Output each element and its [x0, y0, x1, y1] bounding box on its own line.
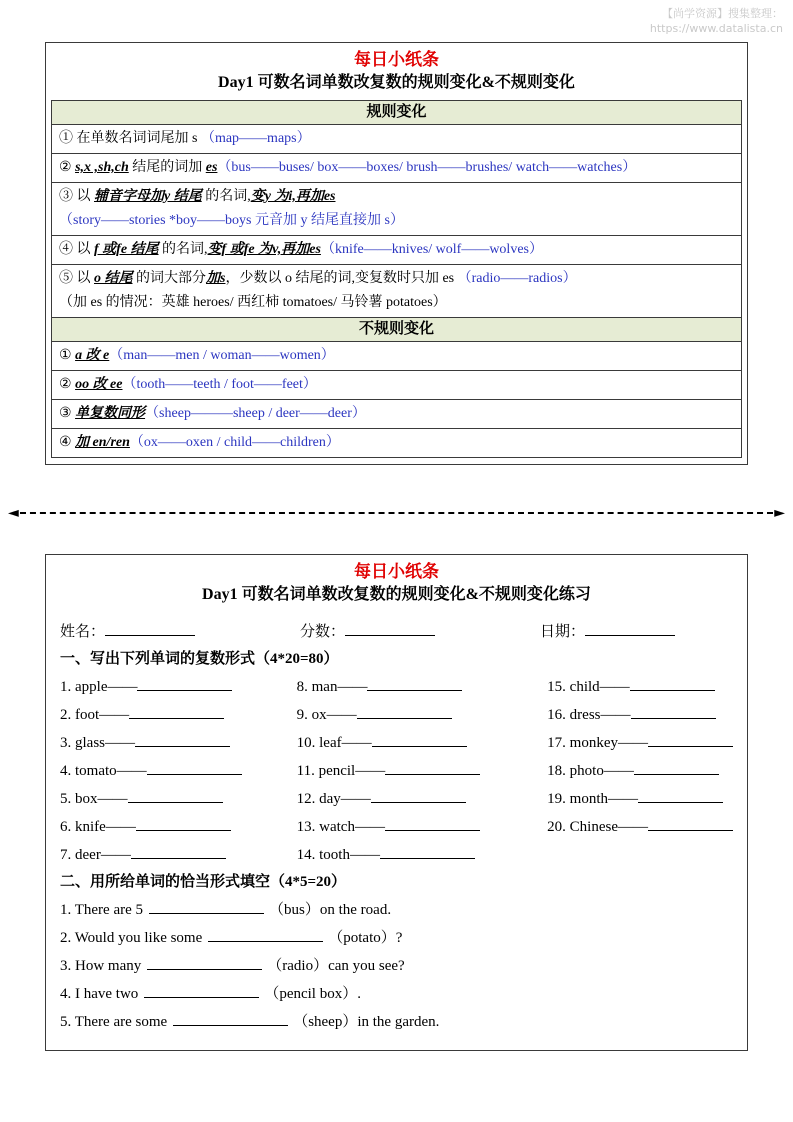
- answer-blank-line: [135, 733, 230, 747]
- example-segment: （radio——radios）: [457, 271, 577, 286]
- text-segment: ⑤ 以: [59, 271, 94, 286]
- score-blank-line: [345, 622, 435, 636]
- date-field: [540, 621, 675, 643]
- fill-blank-list: [60, 896, 733, 1036]
- rule-line: [59, 158, 734, 178]
- answer-blank-line: [147, 761, 242, 775]
- exercise-body: [46, 612, 747, 1050]
- regular-rule-1: [52, 125, 741, 154]
- emphasis-segment: 单复数同形: [75, 406, 146, 421]
- word-label: 19. month: [547, 791, 609, 807]
- word-dash: ——: [326, 707, 357, 723]
- name-blank-line: [105, 622, 195, 636]
- plural-word-item: [60, 701, 297, 729]
- word-dash: ——: [105, 819, 136, 835]
- answer-blank-line: [128, 789, 223, 803]
- score-field: [300, 621, 540, 643]
- word-dash: ——: [97, 791, 128, 807]
- rule-line: [59, 433, 734, 453]
- date-label: 日期：: [540, 624, 586, 640]
- rule-line: [59, 211, 734, 231]
- answer-blank-line: [634, 761, 719, 775]
- word-label: 5. box: [60, 791, 98, 807]
- word-dash: ——: [599, 679, 630, 695]
- word-dash: ——: [600, 707, 631, 723]
- sentence-start: 3. How many: [60, 958, 142, 974]
- name-label: 姓名：: [60, 624, 106, 640]
- plural-word-item: [297, 813, 548, 841]
- word-dash: ——: [354, 819, 385, 835]
- regular-rule-2: [52, 154, 741, 183]
- word-dash: ——: [340, 791, 371, 807]
- irregular-rule-2: [52, 371, 741, 400]
- sentence-end: （bus）on the road.: [269, 902, 392, 918]
- plural-word-item: [547, 757, 733, 785]
- name-field: [60, 621, 300, 643]
- word-dash: ——: [99, 707, 130, 723]
- exercise-card-title: 每日小纸条: [354, 562, 439, 581]
- word-label: 18. photo: [547, 763, 604, 779]
- plural-word-item: [60, 673, 297, 701]
- rule-line: [59, 375, 734, 395]
- emphasis-segment: 变f 或fe 为v,再加es: [207, 242, 321, 257]
- emphasis-segment: o 结尾: [94, 271, 133, 286]
- rules-card-subtitle: Day1 可数名词单数改复数的规则变化&不规则变化: [218, 74, 575, 91]
- word-dash: ——: [618, 819, 648, 835]
- cut-line-dashes: [20, 512, 773, 514]
- answer-blank-line: [385, 817, 480, 831]
- text-segment: ①: [59, 348, 76, 363]
- text-segment: ① 在单数名词词尾加 s: [59, 131, 201, 146]
- answer-blank-line: [380, 845, 475, 859]
- regular-rule-4: [52, 236, 741, 265]
- answer-blank-line: [638, 789, 723, 803]
- score-label: 分数：: [300, 624, 346, 640]
- word-label: 4. tomato: [60, 763, 117, 779]
- fill-blank-item: [60, 980, 733, 1008]
- irregular-rules-header: 不规则变化: [52, 318, 741, 342]
- sentence-end: （potato）?: [328, 930, 403, 946]
- sentence-start: 4. I have two: [60, 986, 139, 1002]
- plural-word-item: [60, 785, 297, 813]
- word-label: 2. foot: [60, 707, 100, 723]
- word-label: 3. glass: [60, 735, 105, 751]
- word-label: 9. ox: [296, 707, 327, 723]
- plural-word-item: [547, 729, 733, 757]
- text-segment: （加 es 的情况：英雄 heroes/ 西红柿 tomatoes/ 马铃薯 potatoes）: [59, 295, 447, 310]
- word-dash: ——: [355, 763, 386, 779]
- word-dash: ——: [100, 847, 131, 863]
- rules-card: [45, 42, 748, 465]
- word-dash: ——: [603, 763, 634, 779]
- answer-blank-line: [147, 956, 262, 970]
- word-dash: ——: [608, 791, 639, 807]
- emphasis-segment: a 改 e: [75, 348, 110, 363]
- rule-line: [59, 269, 734, 289]
- emphasis-segment: 变y 为i,再加es: [250, 189, 336, 204]
- watermark-line2: https://www.datalista.cn: [649, 22, 783, 35]
- rules-card-title: 每日小纸条: [354, 50, 439, 69]
- example-segment: （story——stories *boy——boys 元音加 y 结尾直接加 s）: [59, 213, 404, 228]
- answer-blank-line: [371, 789, 466, 803]
- word-dash: ——: [349, 847, 380, 863]
- emphasis-segment: 辅音字母加y 结尾: [94, 189, 202, 204]
- emphasis-segment: 加s: [206, 271, 226, 286]
- regular-rule-5: [52, 265, 741, 318]
- plural-words-grid: [60, 673, 733, 869]
- plural-word-item: [60, 841, 297, 869]
- cut-line-divider: [8, 506, 785, 520]
- plural-word-item: [60, 729, 297, 757]
- sentence-end: （radio）can you see?: [267, 958, 405, 974]
- plural-word-item: [60, 757, 297, 785]
- exercise-card: [45, 554, 748, 1051]
- rule-line: [59, 129, 734, 149]
- example-segment: （bus——buses/ box——boxes/ brush——brushes/ watch——watches）: [217, 160, 637, 175]
- word-label: 15. child: [547, 679, 600, 695]
- plural-word-item: [547, 813, 733, 841]
- fill-blank-item: [60, 1008, 733, 1036]
- answer-blank-line: [372, 733, 467, 747]
- sentence-start: 5. There are some: [60, 1014, 168, 1030]
- plural-word-item: [297, 701, 548, 729]
- plural-word-item: [297, 757, 548, 785]
- example-segment: （sheep———sheep / deer——deer）: [145, 406, 366, 421]
- date-blank-line: [585, 622, 675, 636]
- example-segment: （tooth——teeth / foot——feet）: [122, 377, 317, 392]
- plural-word-item: [60, 813, 297, 841]
- word-label: 10. leaf: [296, 735, 342, 751]
- fill-blank-item: [60, 924, 733, 952]
- word-label: 20. Chinese: [547, 819, 618, 835]
- word-dash: ——: [105, 735, 135, 751]
- fill-blank-item: [60, 896, 733, 924]
- word-label: 14. tooth: [296, 847, 350, 863]
- sentence-end: （pencil box）.: [264, 986, 361, 1002]
- text-segment: ④: [59, 435, 76, 450]
- word-dash: ——: [341, 735, 372, 751]
- emphasis-segment: f 或fe 结尾: [94, 242, 159, 257]
- plural-word-item: [547, 701, 733, 729]
- emphasis-segment: es: [205, 160, 218, 175]
- word-label: 17. monkey: [547, 735, 618, 751]
- answer-blank-line: [385, 761, 480, 775]
- exercise-card-subtitle: Day1 可数名词单数改复数的规则变化&不规则变化练习: [202, 586, 591, 603]
- word-dash: ——: [337, 679, 368, 695]
- answer-blank-line: [137, 677, 232, 691]
- emphasis-segment: s,x ,sh,ch: [75, 160, 129, 175]
- plural-word-item: [297, 785, 548, 813]
- answer-blank-line: [648, 817, 733, 831]
- regular-rule-3: [52, 183, 741, 236]
- rule-line: [59, 404, 734, 424]
- text-segment: ③ 以: [59, 189, 94, 204]
- info-fields-row: [60, 614, 733, 646]
- rule-line: [59, 240, 734, 260]
- rule-line: [59, 187, 734, 207]
- word-label: 8. man: [296, 679, 338, 695]
- text-segment: ④ 以: [59, 242, 94, 257]
- answer-blank-line: [648, 733, 733, 747]
- answer-blank-line: [208, 928, 323, 942]
- watermark-line1: 【尚学资源】搜集整理：: [662, 7, 783, 20]
- word-label: 12. day: [296, 791, 341, 807]
- plural-words-column-2: [297, 673, 548, 869]
- text-segment: 的词大部分: [132, 271, 206, 286]
- sentence-start: 2. Would you like some: [60, 930, 203, 946]
- cut-line-right-arrow-icon: ►: [774, 505, 785, 521]
- word-label: 11. pencil: [296, 763, 356, 779]
- emphasis-segment: 加 en/ren: [75, 435, 130, 450]
- plural-word-item: [297, 729, 548, 757]
- word-label: 16. dress: [547, 707, 601, 723]
- word-label: 7. deer: [60, 847, 101, 863]
- plural-word-item: [547, 673, 733, 701]
- rule-line: [59, 346, 734, 366]
- irregular-rule-1: [52, 342, 741, 371]
- irregular-rule-3: [52, 400, 741, 429]
- example-segment: （ox——oxen / child——children）: [129, 435, 340, 450]
- word-label: 6. knife: [60, 819, 106, 835]
- fill-blank-item: [60, 952, 733, 980]
- cut-line-left-arrow-icon: ◄: [8, 505, 19, 521]
- watermark: [650, 6, 783, 36]
- text-segment: 的名词,: [201, 189, 251, 204]
- example-segment: （man——men / woman——women）: [109, 348, 335, 363]
- word-label: 13. watch: [296, 819, 355, 835]
- answer-blank-line: [149, 900, 264, 914]
- plural-word-item: [297, 673, 548, 701]
- plural-words-column-1: [60, 673, 297, 869]
- answer-blank-line: [129, 705, 224, 719]
- word-dash: ——: [618, 735, 648, 751]
- answer-blank-line: [631, 705, 716, 719]
- text-segment: ②: [59, 160, 76, 175]
- sentence-start: 1. There are 5: [60, 902, 144, 918]
- plural-word-item: [547, 785, 733, 813]
- text-segment: ②: [59, 377, 76, 392]
- example-segment: （map——maps）: [200, 131, 311, 146]
- example-segment: （knife——knives/ wolf——wolves）: [320, 242, 543, 257]
- answer-blank-line: [630, 677, 715, 691]
- answer-blank-line: [173, 1012, 288, 1026]
- rules-table: [51, 100, 742, 458]
- rule-line: [59, 293, 734, 313]
- answer-blank-line: [357, 705, 452, 719]
- section1-heading: 一、写出下列单词的复数形式（4*20=80）: [60, 651, 339, 667]
- section2-heading: 二、用所给单词的恰当形式填空（4*5=20）: [60, 874, 347, 890]
- sentence-end: （sheep）in the garden.: [293, 1014, 440, 1030]
- text-segment: 的名词,: [158, 242, 208, 257]
- text-segment: ，少数以 o 结尾的词,变复数时只加 es: [225, 271, 458, 286]
- answer-blank-line: [144, 984, 259, 998]
- word-dash: ——: [116, 763, 147, 779]
- word-label: 1. apple: [60, 679, 108, 695]
- text-segment: ③: [59, 406, 76, 421]
- answer-blank-line: [136, 817, 231, 831]
- answer-blank-line: [367, 677, 462, 691]
- word-dash: ——: [107, 679, 138, 695]
- emphasis-segment: oo 改 ee: [75, 377, 123, 392]
- regular-rules-header: 规则变化: [52, 101, 741, 125]
- answer-blank-line: [131, 845, 226, 859]
- irregular-rule-4: [52, 429, 741, 457]
- text-segment: 结尾的词加: [128, 160, 206, 175]
- plural-words-column-3: [547, 673, 733, 869]
- plural-word-item: [297, 841, 548, 869]
